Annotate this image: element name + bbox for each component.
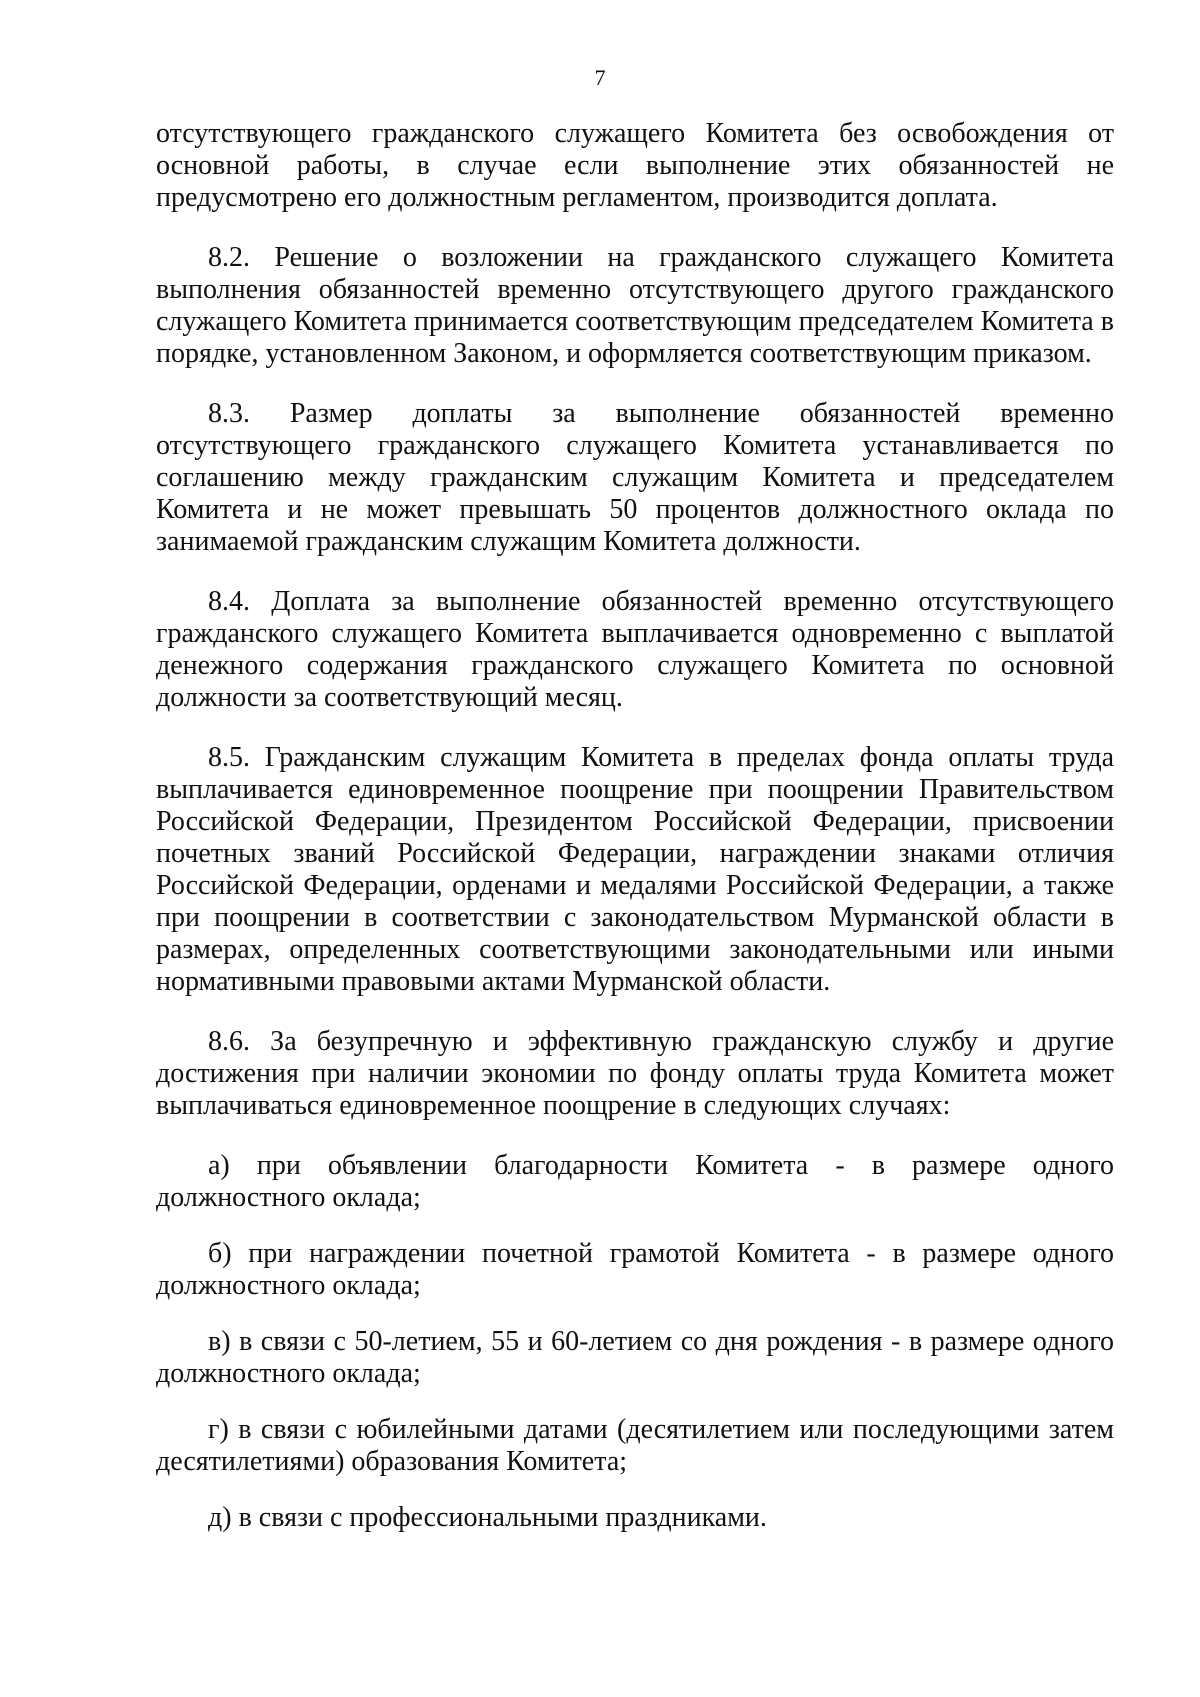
list-item-d: д) в связи с профессиональными праздниками.	[208, 1502, 767, 1533]
list-item-a: а) при объявлении благодарности Комитета - в размере одного должностного оклада;	[156, 1150, 1114, 1213]
paragraph-8-5: 8.5. Гражданским служащим Комитета в пределах фонда оплаты труда выплачивается единовременное поощрение при поощрении Правительством Российской Федерации, Президентом Российской Федерации, присвоении почетных званий Российской Федерации, награждении знаками отличия Российской Федерации, орденами и медалями Российской Федерации, а также при поощрении в соответствии с законодательством Мурманской области в размерах, определенных соответствующими законодательными или иными нормативными правовыми актами Мурманской области.	[156, 742, 1114, 997]
list-item-b: б) при награждении почетной грамотой Комитета - в размере одного должностного оклада;	[156, 1238, 1114, 1301]
list-item-v: в) в связи с 50-летием, 55 и 60-летием со дня рождения - в размере одного должностного оклада;	[156, 1326, 1114, 1389]
page-number: 7	[594, 65, 606, 90]
paragraph-8-2: 8.2. Решение о возложении на гражданского служащего Комитета выполнения обязанностей временно отсутствующего другого гражданского служащего Комитета принимается соответствующим председателем Комитета в порядке, установленном Законом, и оформляется соответствующим приказом.	[156, 242, 1114, 369]
paragraph-8-6: 8.6. За безупречную и эффективную гражданскую службу и другие достижения при наличии экономии по фонду оплаты труда Комитета может выплачиваться единовременное поощрение в следующих случаях:	[156, 1026, 1114, 1121]
paragraph-continuation: отсутствующего гражданского служащего Комитета без освобождения от основной работы, в случае если выполнение этих обязанностей не предусмотрено его должностным регламентом, производится доплата.	[156, 118, 1114, 213]
paragraph-8-3: 8.3. Размер доплаты за выполнение обязанностей временно отсутствующего гражданского служащего Комитета устанавливается по соглашению между гражданским служащим Комитета и председателем Комитета и не может превышать 50 процентов должностного оклада по занимаемой гражданским служащим Комитета должности.	[156, 398, 1114, 557]
list-item-g: г) в связи с юбилейными датами (десятилетием или последующими затем десятилетиями) образования Комитета;	[156, 1414, 1114, 1477]
paragraph-8-4: 8.4. Доплата за выполнение обязанностей временно отсутствующего гражданского служащего Комитета выплачивается одновременно с выплатой денежного содержания гражданского служащего Комитета по основной должности за соответствующий месяц.	[156, 586, 1114, 713]
document-body	[156, 118, 1114, 1534]
